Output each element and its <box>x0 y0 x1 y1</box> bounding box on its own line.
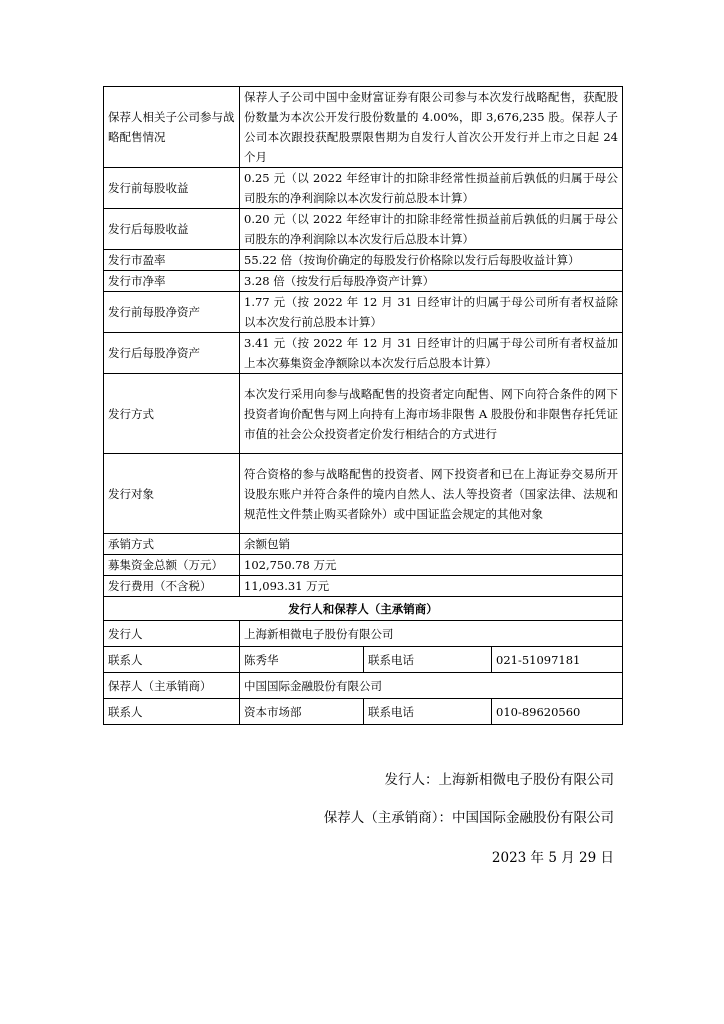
table-row <box>104 374 623 454</box>
row-value: 3.41 元（按 2022 年 12 月 31 日经审计的归属于母公司所有者权益加上本次募集资金净额除以本次发行后总股本计算） <box>240 333 623 374</box>
phone-label: 联系电话 <box>364 699 492 725</box>
contact-name: 资本市场部 <box>240 699 364 725</box>
sponsor-label: 保荐人（主承销商） <box>104 673 240 699</box>
sponsor-contact-row <box>104 699 623 725</box>
row-label: 发行对象 <box>104 454 240 534</box>
sponsor-signature-line: 保荐人（主承销商）：中国国际金融股份有限公司 <box>323 810 614 826</box>
offering-info-table <box>103 86 623 725</box>
row-value: 余额包销 <box>240 534 623 555</box>
table-row <box>104 454 623 534</box>
table-row <box>104 271 623 292</box>
row-label: 发行后每股净资产 <box>104 333 240 374</box>
row-label: 发行市净率 <box>104 271 240 292</box>
sponsor-name: 中国国际金融股份有限公司 <box>240 673 623 699</box>
row-value: 3.28 倍（按发行后每股净资产计算） <box>240 271 623 292</box>
row-value: 55.22 倍（按询价确定的每股发行价格除以发行后每股收益计算） <box>240 250 623 271</box>
row-value: 符合资格的参与战略配售的投资者、网下投资者和已在上海证券交易所开设股东账户并符合条件的境内自然人、法人等投资者（国家法律、法规和规范性文件禁止购买者除外）或中国证监会规定的其他对象 <box>240 454 623 534</box>
issuer-contact-row <box>104 647 623 673</box>
row-label: 发行费用（不含税） <box>104 576 240 597</box>
issuer-label: 发行人 <box>104 621 240 647</box>
row-value: 11,093.31 万元 <box>240 576 623 597</box>
table-row <box>104 250 623 271</box>
issuer-row <box>104 621 623 647</box>
issuer-signature-line: 发行人：上海新相微电子股份有限公司 <box>384 772 614 788</box>
document-date: 2023 年 5 月 29 日 <box>491 850 614 866</box>
table-row <box>104 292 623 333</box>
row-label: 承销方式 <box>104 534 240 555</box>
row-label: 保荐人相关子公司参与战略配售情况 <box>104 87 240 168</box>
section-header-row <box>104 597 623 621</box>
row-value: 102,750.78 万元 <box>240 555 623 576</box>
row-label: 发行后每股收益 <box>104 209 240 250</box>
contact-label: 联系人 <box>104 647 240 673</box>
table-row <box>104 87 623 168</box>
table-row <box>104 333 623 374</box>
row-value: 0.20 元（以 2022 年经审计的扣除非经常性损益前后孰低的归属于母公司股东的净利润除以本次发行后总股本计算） <box>240 209 623 250</box>
row-label: 发行市盈率 <box>104 250 240 271</box>
sponsor-row <box>104 673 623 699</box>
table-row <box>104 209 623 250</box>
phone-number: 021-51097181 <box>492 647 623 673</box>
table-row <box>104 534 623 555</box>
row-value: 0.25 元（以 2022 年经审计的扣除非经常性损益前后孰低的归属于母公司股东的净利润除以本次发行前总股本计算） <box>240 168 623 209</box>
contact-label: 联系人 <box>104 699 240 725</box>
row-value: 1.77 元（按 2022 年 12 月 31 日经审计的归属于母公司所有者权益除以本次发行前总股本计算） <box>240 292 623 333</box>
row-label: 发行前每股净资产 <box>104 292 240 333</box>
phone-label: 联系电话 <box>364 647 492 673</box>
contact-name: 陈秀华 <box>240 647 364 673</box>
table-row <box>104 555 623 576</box>
issuer-name: 上海新相微电子股份有限公司 <box>240 621 623 647</box>
section-title: 发行人和保荐人（主承销商） <box>104 597 623 621</box>
row-value: 本次发行采用向参与战略配售的投资者定向配售、网下向符合条件的网下投资者询价配售与网上向持有上海市场非限售 A 股股份和非限售存托凭证市值的社会公众投资者定价发行相结合的方式进行 <box>240 374 623 454</box>
table-row <box>104 168 623 209</box>
row-value: 保荐人子公司中国中金财富证券有限公司参与本次发行战略配售，获配股份数量为本次公开发行股份数量的 4.00%，即 3,676,235 股。保荐人子公司本次跟投获配股票限售期为自发行人首次公开发行并上市之日起 24 个月 <box>240 87 623 168</box>
phone-number: 010-89620560 <box>492 699 623 725</box>
row-label: 发行方式 <box>104 374 240 454</box>
row-label: 募集资金总额（万元） <box>104 555 240 576</box>
table-row <box>104 576 623 597</box>
row-label: 发行前每股收益 <box>104 168 240 209</box>
